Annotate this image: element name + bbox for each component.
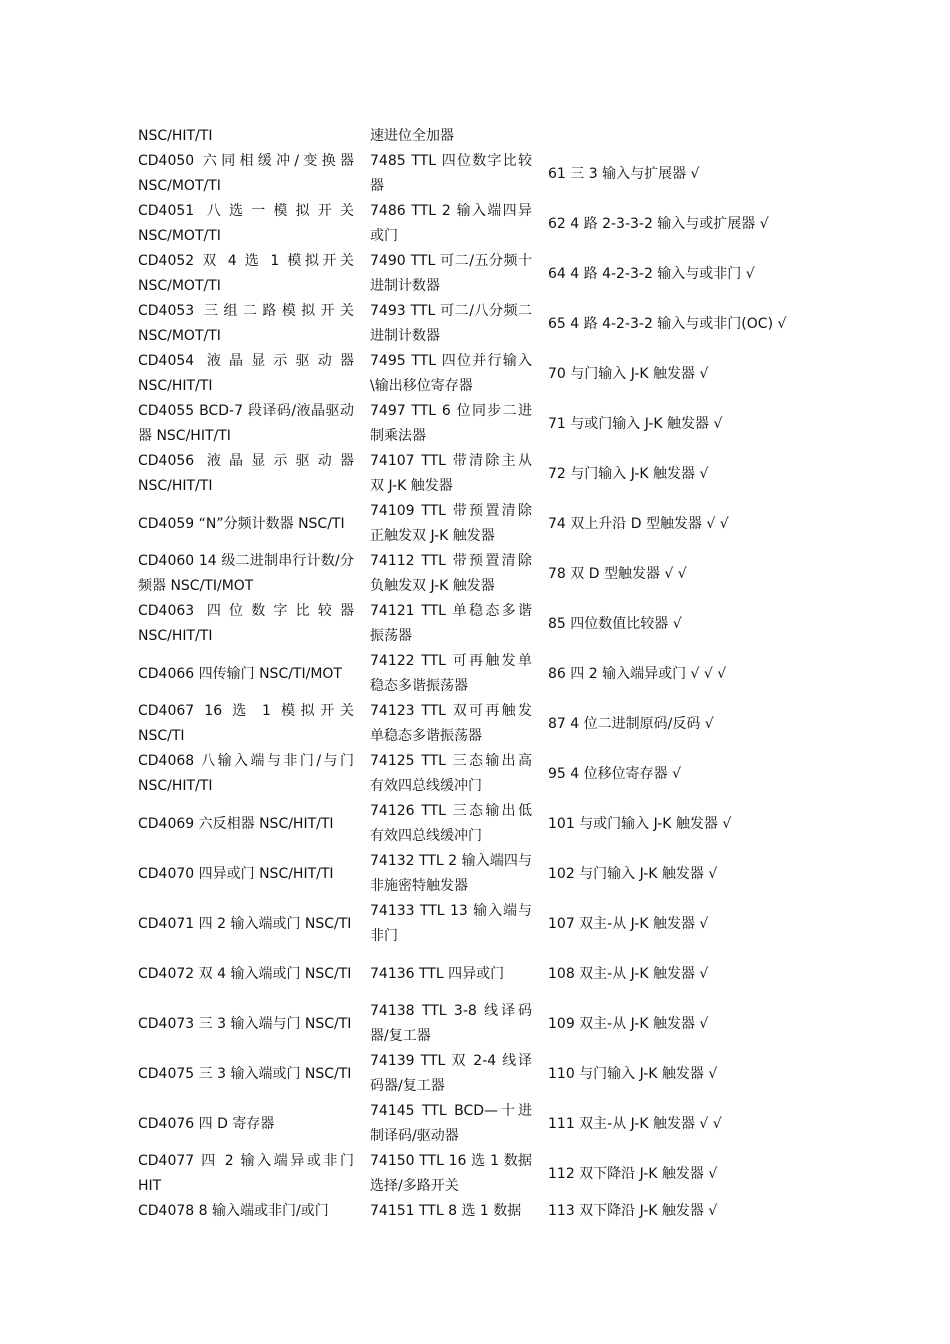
cell-cd4000-series: CD4056 液晶显示驱动器 NSC/HIT/TI <box>138 453 354 494</box>
cell-cd4000-series: CD4078 8 输入端或非门/或门 <box>138 1203 329 1219</box>
cell-74-series: 72 与门输入 J-K 触发器 √ <box>548 465 709 482</box>
table-row <box>138 299 818 349</box>
table-row <box>138 249 818 299</box>
cell-ttl-series: 7495 TTL 四位并行输入\输出移位寄存器 <box>370 353 532 394</box>
table-row <box>138 1049 818 1099</box>
table-row <box>138 599 818 649</box>
cell-74-series: 113 双下降沿 J-K 触发器 √ <box>548 1203 718 1219</box>
cell-74-series: 110 与门输入 J-K 触发器 √ <box>548 1065 718 1082</box>
table-row <box>138 899 818 949</box>
cell-cd4000-series: CD4063 四位数字比较器 NSC/HIT/TI <box>138 603 354 644</box>
table-row <box>138 349 818 399</box>
table-row <box>138 699 818 749</box>
cell-cd4000-series: NSC/HIT/TI <box>138 128 213 144</box>
table-row <box>138 549 818 599</box>
table-row <box>138 399 818 449</box>
table-row <box>138 1099 818 1149</box>
table-row <box>138 1199 818 1224</box>
cell-ttl-series: 7490 TTL 可二/五分频十进制计数器 <box>370 253 532 294</box>
cell-74-series: 64 4 路 4-2-3-2 输入与或非门 √ <box>548 265 755 282</box>
cell-74-series: 70 与门输入 J-K 触发器 √ <box>548 365 709 382</box>
cell-cd4000-series: CD4069 六反相器 NSC/HIT/TI <box>138 815 334 832</box>
table-row <box>138 499 818 549</box>
cell-ttl-series: 74107 TTL 带清除主从双 J-K 触发器 <box>370 453 532 494</box>
cell-74-series: 85 四位数值比较器 √ <box>548 615 682 632</box>
cell-74-series: 109 双主-从 J-K 触发器 √ <box>548 1015 709 1032</box>
cell-ttl-series: 74122 TTL 可再触发单稳态多谐振荡器 <box>370 653 532 694</box>
cell-ttl-series: 7493 TTL 可二/八分频二进制计数器 <box>370 303 532 344</box>
cell-cd4000-series: CD4073 三 3 输入端与门 NSC/TI <box>138 1015 352 1032</box>
cell-cd4000-series: CD4055 BCD-7 段译码/液晶驱动器 NSC/HIT/TI <box>138 403 354 444</box>
cell-cd4000-series: CD4077 四 2 输入端异或非门 HIT <box>138 1153 354 1194</box>
table-row <box>138 449 818 499</box>
table-row <box>138 999 818 1049</box>
cell-74-series: 86 四 2 输入端异或门 √ √ √ <box>548 665 727 682</box>
cell-cd4000-series: CD4066 四传输门 NSC/TI/MOT <box>138 665 342 682</box>
table-row <box>138 149 818 199</box>
cell-cd4000-series: CD4059 “N”分频计数器 NSC/TI <box>138 515 345 532</box>
cell-74-series: 102 与门输入 J-K 触发器 √ <box>548 865 718 882</box>
cell-74-series: 101 与或门输入 J-K 触发器 √ <box>548 815 732 832</box>
cell-cd4000-series: CD4070 四异或门 NSC/HIT/TI <box>138 865 334 882</box>
cell-74-series: 112 双下降沿 J-K 触发器 √ <box>548 1165 718 1182</box>
cell-74-series: 111 双主-从 J-K 触发器 √ √ <box>548 1115 722 1132</box>
cell-ttl-series: 74121 TTL 单稳态多谐振荡器 <box>370 603 532 644</box>
cell-74-series: 95 4 位移位寄存器 √ <box>548 765 681 782</box>
cell-cd4000-series: CD4071 四 2 输入端或门 NSC/TI <box>138 915 352 932</box>
table-row <box>138 124 818 149</box>
table-row <box>138 799 818 849</box>
cell-ttl-series: 速进位全加器 <box>370 128 454 144</box>
cell-ttl-series: 74132 TTL 2 输入端四与非施密特触发器 <box>370 853 532 894</box>
cell-cd4000-series: CD4067 16 选 1 模拟开关 NSC/TI <box>138 703 354 744</box>
cell-cd4000-series: CD4050 六同相缓冲/变换器 NSC/MOT/TI <box>138 153 354 194</box>
cell-cd4000-series: CD4054 液晶显示驱动器 NSC/HIT/TI <box>138 353 354 394</box>
cell-ttl-series: 74123 TTL 双可再触发单稳态多谐振荡器 <box>370 703 532 744</box>
cell-ttl-series: 7485 TTL 四位数字比较器 <box>370 153 532 194</box>
ic-list-table <box>138 124 818 1224</box>
cell-74-series: 65 4 路 4-2-3-2 输入与或非门(OC) √ <box>548 315 787 332</box>
cell-74-series <box>548 124 818 149</box>
cell-74-series: 108 双主-从 J-K 触发器 √ <box>548 965 709 982</box>
table-row <box>138 1149 818 1199</box>
cell-ttl-series: 74109 TTL 带预置清除正触发双 J-K 触发器 <box>370 503 532 544</box>
document-page <box>138 124 818 1224</box>
cell-74-series: 78 双 D 型触发器 √ √ <box>548 565 687 582</box>
cell-ttl-series: 74139 TTL 双 2-4 线译码器/复工器 <box>370 1053 532 1094</box>
cell-cd4000-series: CD4068 八输入端与非门/与门 NSC/HIT/TI <box>138 753 354 794</box>
cell-ttl-series: 74145 TTL BCD—十进制译码/驱动器 <box>370 1103 532 1144</box>
table-row <box>138 949 818 999</box>
cell-74-series: 74 双上升沿 D 型触发器 √ √ <box>548 515 729 532</box>
cell-cd4000-series: CD4075 三 3 输入端或门 NSC/TI <box>138 1065 352 1082</box>
cell-ttl-series: 74133 TTL 13 输入端与非门 <box>370 903 532 944</box>
cell-74-series: 61 三 3 输入与扩展器 √ <box>548 165 700 182</box>
cell-cd4000-series: CD4052 双 4 选 1 模拟开关 NSC/MOT/TI <box>138 253 354 294</box>
cell-cd4000-series: CD4072 双 4 输入端或门 NSC/TI <box>138 965 352 982</box>
cell-ttl-series: 74126 TTL 三态输出低有效四总线缓冲门 <box>370 803 532 844</box>
cell-ttl-series: 74138 TTL 3-8 线译码器/复工器 <box>370 1003 532 1044</box>
table-row <box>138 199 818 249</box>
ic-list-body <box>138 124 818 1224</box>
cell-ttl-series: 74151 TTL 8 选 1 数据 <box>370 1203 522 1219</box>
cell-cd4000-series: CD4076 四 D 寄存器 <box>138 1115 275 1132</box>
cell-74-series: 62 4 路 2-3-3-2 输入与或扩展器 √ <box>548 215 769 232</box>
cell-cd4000-series: CD4053 三组二路模拟开关 NSC/MOT/TI <box>138 303 354 344</box>
cell-ttl-series: 74125 TTL 三态输出高有效四总线缓冲门 <box>370 753 532 794</box>
cell-cd4000-series: CD4051 八选一模拟开关 NSC/MOT/TI <box>138 203 354 244</box>
cell-cd4000-series: CD4060 14 级二进制串行计数/分频器 NSC/TI/MOT <box>138 553 354 594</box>
cell-ttl-series: 7486 TTL 2 输入端四异或门 <box>370 203 532 244</box>
cell-ttl-series: 74136 TTL 四异或门 <box>370 965 505 982</box>
cell-ttl-series: 7497 TTL 6 位同步二进制乘法器 <box>370 403 532 444</box>
table-row <box>138 649 818 699</box>
table-row <box>138 749 818 799</box>
cell-74-series: 107 双主-从 J-K 触发器 √ <box>548 915 709 932</box>
cell-74-series: 87 4 位二进制原码/反码 √ <box>548 715 714 732</box>
cell-ttl-series: 74150 TTL 16 选 1 数据选择/多路开关 <box>370 1153 532 1194</box>
table-row <box>138 849 818 899</box>
cell-ttl-series: 74112 TTL 带预置清除负触发双 J-K 触发器 <box>370 553 532 594</box>
cell-74-series: 71 与或门输入 J-K 触发器 √ <box>548 415 723 432</box>
